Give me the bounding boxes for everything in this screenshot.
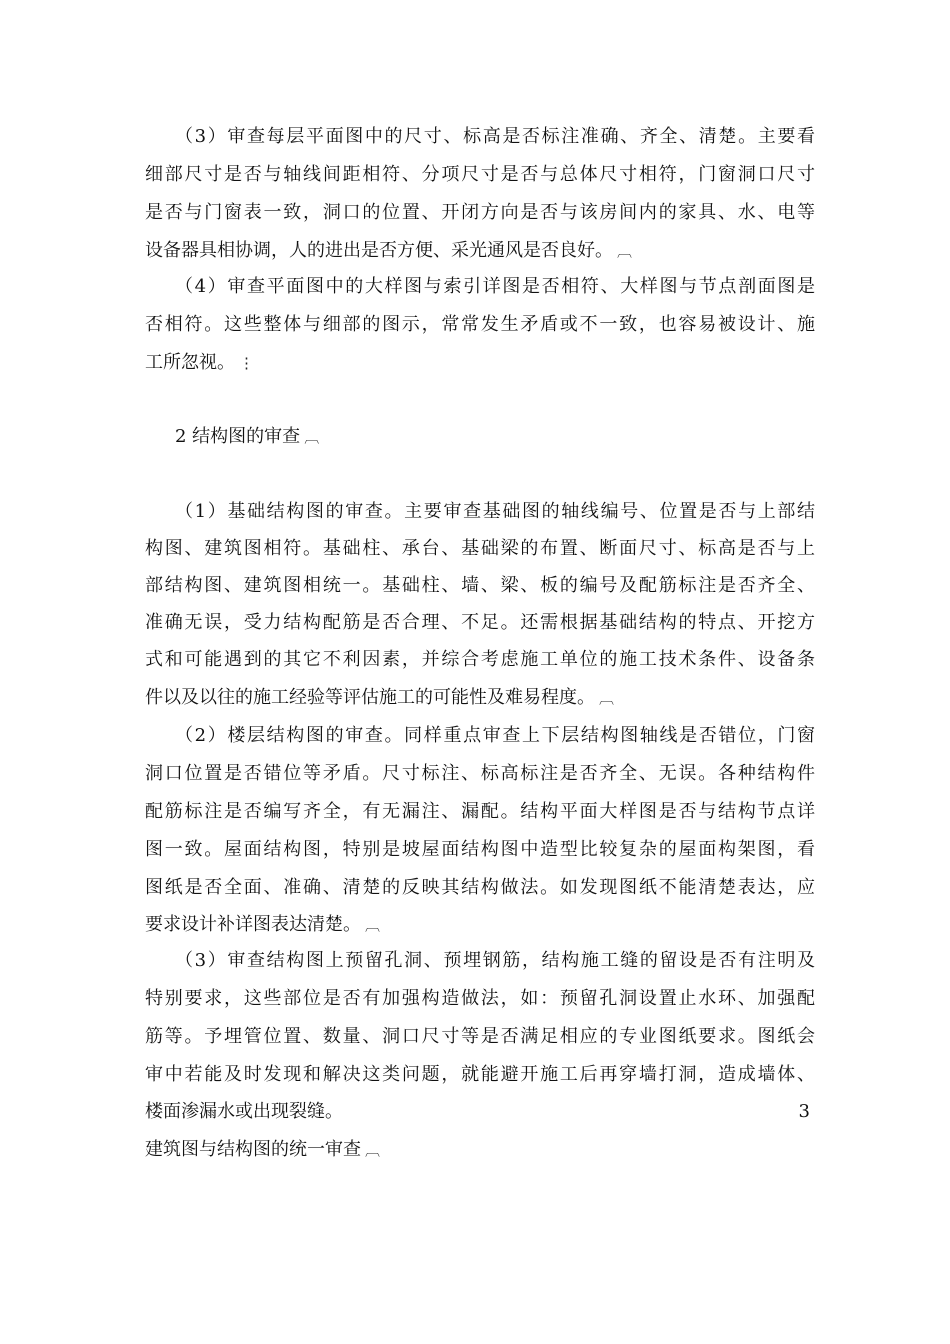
paragraph-line: 式和可能遇到的其它不利因素，并综合考虑施工单位的施工技术条件、设备条 xyxy=(145,649,815,670)
dots-mark-icon: ⋮ xyxy=(239,354,254,372)
paragraph-line: （1）基础结构图的审查。主要审查基础图的轴线编号、位置是否与上部结 xyxy=(175,501,815,522)
section-heading xyxy=(175,425,475,449)
paragraph-line: 图一致。屋面结构图，特别是坡屋面结构图中造型比较复杂的屋面构架图，看 xyxy=(145,839,815,860)
paragraph-line: 是否与门窗表一致，洞口的位置、开闭方向是否与该房间内的家具、水、电等 xyxy=(145,202,815,223)
paragraph-line: 配筋标注是否编写齐全，有无漏注、漏配。结构平面大样图是否与结构节点详 xyxy=(145,801,815,822)
paragraph-text: 件以及以往的施工经验等评估施工的可能性及难易程度。 xyxy=(145,687,595,708)
paragraph-line: 否相符。这些整体与细部的图示，常常发生矛盾或不一致，也容易被设计、施 xyxy=(145,314,815,335)
paragraph-line: 特别要求，这些部位是否有加强构造做法，如：预留孔洞设置止水环、加强配 xyxy=(145,988,815,1009)
paragraph-line: 洞口位置是否错位等矛盾。尺寸标注、标高标注是否齐全、无误。各种结构件 xyxy=(145,763,815,784)
paragraph-text: 设备器具相协调，人的进出是否方便、采光通风是否良好。 xyxy=(145,240,613,261)
heading-text: 2 结构图的审查 xyxy=(175,426,301,447)
paragraph-line: 细部尺寸是否与轴线间距相符、分项尺寸是否与总体尺寸相符，门窗洞口尺寸 xyxy=(145,164,815,185)
page-number: 3 xyxy=(798,1101,810,1122)
bracket-mark-icon: ︹ xyxy=(365,916,381,934)
heading-text: 建筑图与结构图的统一审查 xyxy=(145,1139,361,1160)
paragraph-line-last xyxy=(145,913,815,937)
paragraph-line: （4）审查平面图中的大样图与索引详图是否相符、大样图与节点剖面图是 xyxy=(175,276,815,297)
bracket-mark-icon: ︹ xyxy=(365,1141,381,1159)
bracket-mark-icon: ︹ xyxy=(304,428,320,446)
paragraph-line: 筋等。予埋管位置、数量、洞口尺寸等是否满足相应的专业图纸要求。图纸会 xyxy=(145,1026,815,1047)
paragraph-line-last: 楼面渗漏水或出现裂缝。 xyxy=(145,1101,343,1122)
paragraph-line: 构图、建筑图相符。基础柱、承台、基础梁的布置、断面尺寸、标高是否与上 xyxy=(145,538,815,559)
paragraph-line-last xyxy=(145,351,815,375)
paragraph-line: （2）楼层结构图的审查。同样重点审查上下层结构图轴线是否错位，门窗 xyxy=(175,725,815,746)
paragraph-line-last xyxy=(145,239,815,263)
paragraph-line: （3）审查结构图上预留孔洞、预埋钢筋，结构施工缝的留设是否有注明及 xyxy=(175,950,815,971)
paragraph-line: （3）审查每层平面图中的尺寸、标高是否标注准确、齐全、清楚。主要看 xyxy=(175,126,815,147)
paragraph-line: 图纸是否全面、准确、清楚的反映其结构做法。如发现图纸不能清楚表达，应 xyxy=(145,877,815,898)
section-heading xyxy=(145,1138,445,1162)
paragraph-text: 要求设计补详图表达清楚。 xyxy=(145,914,361,935)
paragraph-line: 准确无误，受力结构配筋是否合理、不足。还需根据基础结构的特点、开挖方 xyxy=(145,612,815,633)
paragraph-line: 审中若能及时发现和解决这类问题，就能避开施工后再穿墙打洞，造成墙体、 xyxy=(145,1064,815,1085)
bracket-mark-icon: ︹ xyxy=(617,242,633,260)
paragraph-line: 部结构图、建筑图相统一。基础柱、墙、梁、板的编号及配筋标注是否齐全、 xyxy=(145,575,815,596)
paragraph-line-last xyxy=(145,686,815,710)
bracket-mark-icon: ︹ xyxy=(599,689,615,707)
paragraph-text: 工所忽视。 xyxy=(145,352,235,373)
